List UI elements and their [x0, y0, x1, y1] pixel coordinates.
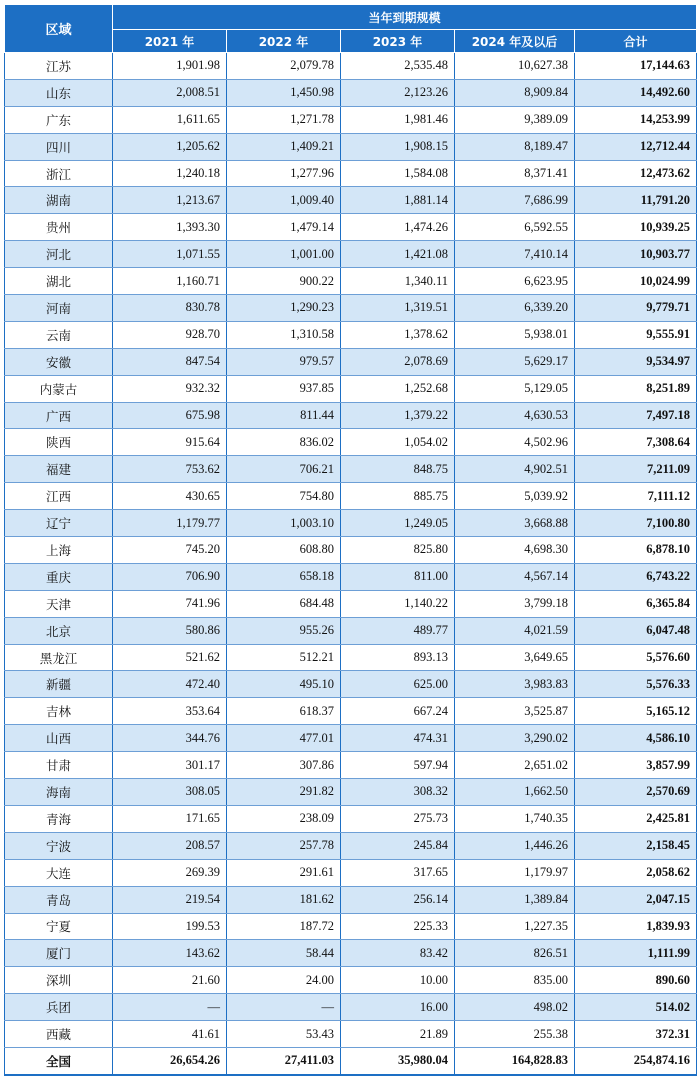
value-cell-2023: 1,421.08: [341, 241, 455, 268]
value-cell-2024-and-later: 6,339.20: [455, 295, 575, 322]
value-cell-total: 14,253.99: [575, 106, 697, 133]
value-cell-2024-and-later: 1,446.26: [455, 832, 575, 859]
region-cell: 宁夏: [5, 913, 113, 940]
value-cell-total: 6,878.10: [575, 537, 697, 564]
group-column-header: 当年到期规模: [113, 5, 697, 30]
value-cell-2023: 1,249.05: [341, 510, 455, 537]
value-cell-2024-and-later: 1,179.97: [455, 859, 575, 886]
value-cell-total: 372.31: [575, 1021, 697, 1048]
value-cell-2024-and-later: 4,021.59: [455, 617, 575, 644]
table-row: [5, 510, 697, 537]
region-cell: 山西: [5, 725, 113, 752]
value-cell-2022: 1,009.40: [227, 187, 341, 214]
region-cell: 兵团: [5, 994, 113, 1021]
value-cell-2023: 256.14: [341, 886, 455, 913]
table-row: [5, 53, 697, 80]
value-cell-total: 14,492.60: [575, 79, 697, 106]
value-cell-2023: 489.77: [341, 617, 455, 644]
value-cell-2021: 1,160.71: [113, 268, 227, 295]
value-cell-2022: 24.00: [227, 967, 341, 994]
value-cell-2021: 1,179.77: [113, 510, 227, 537]
value-cell-2023: 83.42: [341, 940, 455, 967]
value-cell-2021: 753.62: [113, 456, 227, 483]
value-cell-2023: 317.65: [341, 859, 455, 886]
value-cell-total: 890.60: [575, 967, 697, 994]
region-cell: 大连: [5, 859, 113, 886]
region-cell: 甘肃: [5, 752, 113, 779]
value-cell-2021: 472.40: [113, 671, 227, 698]
table-row: [5, 563, 697, 590]
value-cell-2021: 830.78: [113, 295, 227, 322]
value-cell-total: 10,024.99: [575, 268, 697, 295]
value-cell-2022: 1,001.00: [227, 241, 341, 268]
value-cell-2023: 1,319.51: [341, 295, 455, 322]
value-cell-2023: 848.75: [341, 456, 455, 483]
value-cell-2021: 41.61: [113, 1021, 227, 1048]
value-cell-2021: 1,071.55: [113, 241, 227, 268]
column-header-2022: 2022 年: [227, 30, 341, 53]
value-cell-2021: —: [113, 994, 227, 1021]
value-cell-2021: 1,611.65: [113, 106, 227, 133]
value-cell-total: 12,473.62: [575, 160, 697, 187]
value-cell-total: 5,576.33: [575, 671, 697, 698]
value-cell-2022: —: [227, 994, 341, 1021]
table-row: [5, 241, 697, 268]
region-cell: 新疆: [5, 671, 113, 698]
value-cell-2021: 2,008.51: [113, 79, 227, 106]
value-cell-2022: 1,277.96: [227, 160, 341, 187]
value-cell-2023: 1,378.62: [341, 321, 455, 348]
value-cell-2024-and-later: 4,502.96: [455, 429, 575, 456]
table-row: [5, 106, 697, 133]
value-cell-2022: 608.80: [227, 537, 341, 564]
value-cell-2023: 625.00: [341, 671, 455, 698]
region-cell: 陕西: [5, 429, 113, 456]
value-cell-2021: 932.32: [113, 375, 227, 402]
value-cell-2024-and-later: 835.00: [455, 967, 575, 994]
value-cell-2024-and-later: 3,799.18: [455, 590, 575, 617]
table-row: [5, 725, 697, 752]
table-row: [5, 940, 697, 967]
value-cell-2021: 301.17: [113, 752, 227, 779]
value-cell-2021: 915.64: [113, 429, 227, 456]
value-cell-2023: 1,054.02: [341, 429, 455, 456]
region-cell: 浙江: [5, 160, 113, 187]
value-cell-2023: 21.89: [341, 1021, 455, 1048]
value-cell-2022: 900.22: [227, 268, 341, 295]
table-row: [5, 214, 697, 241]
value-cell-2022: 27,411.03: [227, 1047, 341, 1074]
value-cell-2021: 741.96: [113, 590, 227, 617]
value-cell-2024-and-later: 3,668.88: [455, 510, 575, 537]
value-cell-total: 514.02: [575, 994, 697, 1021]
region-cell: 广东: [5, 106, 113, 133]
value-cell-2021: 208.57: [113, 832, 227, 859]
region-cell: 北京: [5, 617, 113, 644]
value-cell-2021: 675.98: [113, 402, 227, 429]
value-cell-total: 6,365.84: [575, 590, 697, 617]
table-row: [5, 187, 697, 214]
value-cell-total: 7,308.64: [575, 429, 697, 456]
value-cell-total: 9,555.91: [575, 321, 697, 348]
region-cell: 吉林: [5, 698, 113, 725]
region-cell: 福建: [5, 456, 113, 483]
value-cell-2022: 811.44: [227, 402, 341, 429]
region-cell: 江西: [5, 483, 113, 510]
value-cell-2024-and-later: 498.02: [455, 994, 575, 1021]
table-row: [5, 160, 697, 187]
value-cell-2024-and-later: 8,189.47: [455, 133, 575, 160]
value-cell-2022: 706.21: [227, 456, 341, 483]
table-row: [5, 1021, 697, 1048]
value-cell-2024-and-later: 5,938.01: [455, 321, 575, 348]
value-cell-2024-and-later: 8,909.84: [455, 79, 575, 106]
region-cell: 厦门: [5, 940, 113, 967]
value-cell-2021: 1,240.18: [113, 160, 227, 187]
value-cell-2021: 26,654.26: [113, 1047, 227, 1074]
value-cell-2024-and-later: 4,567.14: [455, 563, 575, 590]
value-cell-total: 7,211.09: [575, 456, 697, 483]
value-cell-2022: 1,003.10: [227, 510, 341, 537]
value-cell-2024-and-later: 3,983.83: [455, 671, 575, 698]
value-cell-2023: 16.00: [341, 994, 455, 1021]
value-cell-2024-and-later: 9,389.09: [455, 106, 575, 133]
table-row: [5, 590, 697, 617]
value-cell-2022: 495.10: [227, 671, 341, 698]
region-cell: 内蒙古: [5, 375, 113, 402]
value-cell-total: 5,576.60: [575, 644, 697, 671]
value-cell-2021: 847.54: [113, 348, 227, 375]
value-cell-total: 3,857.99: [575, 752, 697, 779]
value-cell-2022: 181.62: [227, 886, 341, 913]
value-cell-2023: 1,140.22: [341, 590, 455, 617]
value-cell-2022: 257.78: [227, 832, 341, 859]
table-row: [5, 617, 697, 644]
value-cell-2022: 684.48: [227, 590, 341, 617]
value-cell-total: 10,939.25: [575, 214, 697, 241]
table-row: [5, 671, 697, 698]
value-cell-2022: 979.57: [227, 348, 341, 375]
value-cell-total: 8,251.89: [575, 375, 697, 402]
table-row: [5, 644, 697, 671]
table-row: [5, 79, 697, 106]
value-cell-2022: 291.61: [227, 859, 341, 886]
table-row: [5, 456, 697, 483]
national-total-row: [5, 1047, 697, 1074]
maturity-table: [4, 4, 697, 1076]
value-cell-2023: 893.13: [341, 644, 455, 671]
value-cell-2023: 597.94: [341, 752, 455, 779]
table-row: [5, 967, 697, 994]
value-cell-2022: 754.80: [227, 483, 341, 510]
value-cell-2022: 1,479.14: [227, 214, 341, 241]
value-cell-2021: 219.54: [113, 886, 227, 913]
table-row: [5, 752, 697, 779]
value-cell-2021: 353.64: [113, 698, 227, 725]
value-cell-2024-and-later: 826.51: [455, 940, 575, 967]
value-cell-2023: 1,340.11: [341, 268, 455, 295]
value-cell-2022: 53.43: [227, 1021, 341, 1048]
value-cell-2022: 836.02: [227, 429, 341, 456]
value-cell-2021: 706.90: [113, 563, 227, 590]
region-cell: 青岛: [5, 886, 113, 913]
value-cell-2023: 2,535.48: [341, 53, 455, 80]
table-header: [5, 5, 697, 53]
value-cell-total: 10,903.77: [575, 241, 697, 268]
value-cell-2022: 658.18: [227, 563, 341, 590]
value-cell-2024-and-later: 6,592.55: [455, 214, 575, 241]
region-cell: 贵州: [5, 214, 113, 241]
value-cell-total: 6,743.22: [575, 563, 697, 590]
table-row: [5, 429, 697, 456]
table-row: [5, 886, 697, 913]
value-cell-2023: 245.84: [341, 832, 455, 859]
table-body: [5, 53, 697, 1075]
region-cell: 辽宁: [5, 510, 113, 537]
table-row: [5, 779, 697, 806]
value-cell-2023: 10.00: [341, 967, 455, 994]
value-cell-2023: 667.24: [341, 698, 455, 725]
value-cell-2021: 521.62: [113, 644, 227, 671]
value-cell-2022: 477.01: [227, 725, 341, 752]
value-cell-2021: 580.86: [113, 617, 227, 644]
value-cell-2024-and-later: 4,698.30: [455, 537, 575, 564]
value-cell-2022: 187.72: [227, 913, 341, 940]
region-cell: 重庆: [5, 563, 113, 590]
value-cell-2023: 1,981.46: [341, 106, 455, 133]
region-cell: 全国: [5, 1047, 113, 1074]
region-cell: 深圳: [5, 967, 113, 994]
value-cell-2023: 811.00: [341, 563, 455, 590]
value-cell-2023: 275.73: [341, 805, 455, 832]
value-cell-2021: 171.65: [113, 805, 227, 832]
value-cell-total: 12,712.44: [575, 133, 697, 160]
value-cell-2023: 885.75: [341, 483, 455, 510]
region-cell: 青海: [5, 805, 113, 832]
value-cell-2021: 928.70: [113, 321, 227, 348]
value-cell-2021: 269.39: [113, 859, 227, 886]
value-cell-2023: 825.80: [341, 537, 455, 564]
table-row: [5, 805, 697, 832]
value-cell-2024-and-later: 1,740.35: [455, 805, 575, 832]
value-cell-2024-and-later: 7,410.14: [455, 241, 575, 268]
value-cell-total: 9,534.97: [575, 348, 697, 375]
value-cell-2022: 1,450.98: [227, 79, 341, 106]
region-cell: 天津: [5, 590, 113, 617]
table-container: [4, 4, 696, 1076]
value-cell-2024-and-later: 7,686.99: [455, 187, 575, 214]
region-cell: 云南: [5, 321, 113, 348]
region-cell: 安徽: [5, 348, 113, 375]
value-cell-total: 6,047.48: [575, 617, 697, 644]
region-cell: 湖南: [5, 187, 113, 214]
value-cell-total: 7,497.18: [575, 402, 697, 429]
table-row: [5, 133, 697, 160]
value-cell-2024-and-later: 1,389.84: [455, 886, 575, 913]
value-cell-2022: 1,290.23: [227, 295, 341, 322]
value-cell-2023: 308.32: [341, 779, 455, 806]
value-cell-2022: 512.21: [227, 644, 341, 671]
value-cell-total: 2,570.69: [575, 779, 697, 806]
value-cell-2021: 199.53: [113, 913, 227, 940]
value-cell-2022: 1,310.58: [227, 321, 341, 348]
value-cell-2023: 35,980.04: [341, 1047, 455, 1074]
value-cell-total: 254,874.16: [575, 1047, 697, 1074]
value-cell-total: 9,779.71: [575, 295, 697, 322]
value-cell-2024-and-later: 164,828.83: [455, 1047, 575, 1074]
table-row: [5, 348, 697, 375]
value-cell-total: 7,111.12: [575, 483, 697, 510]
value-cell-total: 17,144.63: [575, 53, 697, 80]
value-cell-2023: 1,252.68: [341, 375, 455, 402]
column-header-2023: 2023 年: [341, 30, 455, 53]
value-cell-2021: 308.05: [113, 779, 227, 806]
value-cell-2022: 2,079.78: [227, 53, 341, 80]
region-cell: 广西: [5, 402, 113, 429]
table-row: [5, 537, 697, 564]
table-row: [5, 832, 697, 859]
value-cell-2022: 1,271.78: [227, 106, 341, 133]
value-cell-2021: 143.62: [113, 940, 227, 967]
value-cell-2021: 745.20: [113, 537, 227, 564]
value-cell-total: 11,791.20: [575, 187, 697, 214]
value-cell-2022: 955.26: [227, 617, 341, 644]
value-cell-2022: 1,409.21: [227, 133, 341, 160]
value-cell-2024-and-later: 5,039.92: [455, 483, 575, 510]
value-cell-2021: 1,213.67: [113, 187, 227, 214]
value-cell-2024-and-later: 10,627.38: [455, 53, 575, 80]
value-cell-2024-and-later: 4,902.51: [455, 456, 575, 483]
region-cell: 海南: [5, 779, 113, 806]
value-cell-total: 2,047.15: [575, 886, 697, 913]
value-cell-total: 1,839.93: [575, 913, 697, 940]
value-cell-2021: 344.76: [113, 725, 227, 752]
value-cell-total: 5,165.12: [575, 698, 697, 725]
value-cell-2024-and-later: 6,623.95: [455, 268, 575, 295]
value-cell-2023: 1,881.14: [341, 187, 455, 214]
region-cell: 江苏: [5, 53, 113, 80]
value-cell-2023: 1,584.08: [341, 160, 455, 187]
value-cell-total: 1,111.99: [575, 940, 697, 967]
region-cell: 上海: [5, 537, 113, 564]
region-cell: 宁波: [5, 832, 113, 859]
value-cell-2024-and-later: 5,129.05: [455, 375, 575, 402]
value-cell-2023: 1,474.26: [341, 214, 455, 241]
column-header-2024-and-later: 2024 年及以后: [455, 30, 575, 53]
value-cell-2024-and-later: 255.38: [455, 1021, 575, 1048]
value-cell-2023: 2,078.69: [341, 348, 455, 375]
value-cell-2024-and-later: 3,649.65: [455, 644, 575, 671]
value-cell-2021: 1,393.30: [113, 214, 227, 241]
value-cell-2022: 291.82: [227, 779, 341, 806]
value-cell-2023: 474.31: [341, 725, 455, 752]
value-cell-2021: 21.60: [113, 967, 227, 994]
value-cell-2024-and-later: 3,290.02: [455, 725, 575, 752]
value-cell-2022: 618.37: [227, 698, 341, 725]
value-cell-2022: 307.86: [227, 752, 341, 779]
table-row: [5, 321, 697, 348]
value-cell-2024-and-later: 5,629.17: [455, 348, 575, 375]
table-row: [5, 295, 697, 322]
table-row: [5, 913, 697, 940]
value-cell-2022: 238.09: [227, 805, 341, 832]
table-row: [5, 698, 697, 725]
value-cell-2024-and-later: 4,630.53: [455, 402, 575, 429]
region-cell: 山东: [5, 79, 113, 106]
table-row: [5, 859, 697, 886]
region-cell: 黑龙江: [5, 644, 113, 671]
value-cell-2023: 225.33: [341, 913, 455, 940]
value-cell-2023: 1,379.22: [341, 402, 455, 429]
column-header-2021: 2021 年: [113, 30, 227, 53]
table-row: [5, 268, 697, 295]
table-row: [5, 375, 697, 402]
region-column-header: 区域: [5, 5, 113, 53]
column-header-total: 合计: [575, 30, 697, 53]
table-row: [5, 483, 697, 510]
value-cell-total: 2,425.81: [575, 805, 697, 832]
region-cell: 湖北: [5, 268, 113, 295]
value-cell-2022: 937.85: [227, 375, 341, 402]
value-cell-2024-and-later: 8,371.41: [455, 160, 575, 187]
value-cell-total: 4,586.10: [575, 725, 697, 752]
region-cell: 河北: [5, 241, 113, 268]
value-cell-2021: 430.65: [113, 483, 227, 510]
value-cell-total: 2,058.62: [575, 859, 697, 886]
value-cell-2023: 1,908.15: [341, 133, 455, 160]
table-row: [5, 994, 697, 1021]
region-cell: 四川: [5, 133, 113, 160]
value-cell-2022: 58.44: [227, 940, 341, 967]
region-cell: 河南: [5, 295, 113, 322]
value-cell-2021: 1,205.62: [113, 133, 227, 160]
value-cell-2024-and-later: 1,662.50: [455, 779, 575, 806]
value-cell-2021: 1,901.98: [113, 53, 227, 80]
value-cell-total: 7,100.80: [575, 510, 697, 537]
value-cell-2024-and-later: 2,651.02: [455, 752, 575, 779]
value-cell-2024-and-later: 3,525.87: [455, 698, 575, 725]
value-cell-2023: 2,123.26: [341, 79, 455, 106]
region-cell: 西藏: [5, 1021, 113, 1048]
value-cell-2024-and-later: 1,227.35: [455, 913, 575, 940]
value-cell-total: 2,158.45: [575, 832, 697, 859]
table-row: [5, 402, 697, 429]
